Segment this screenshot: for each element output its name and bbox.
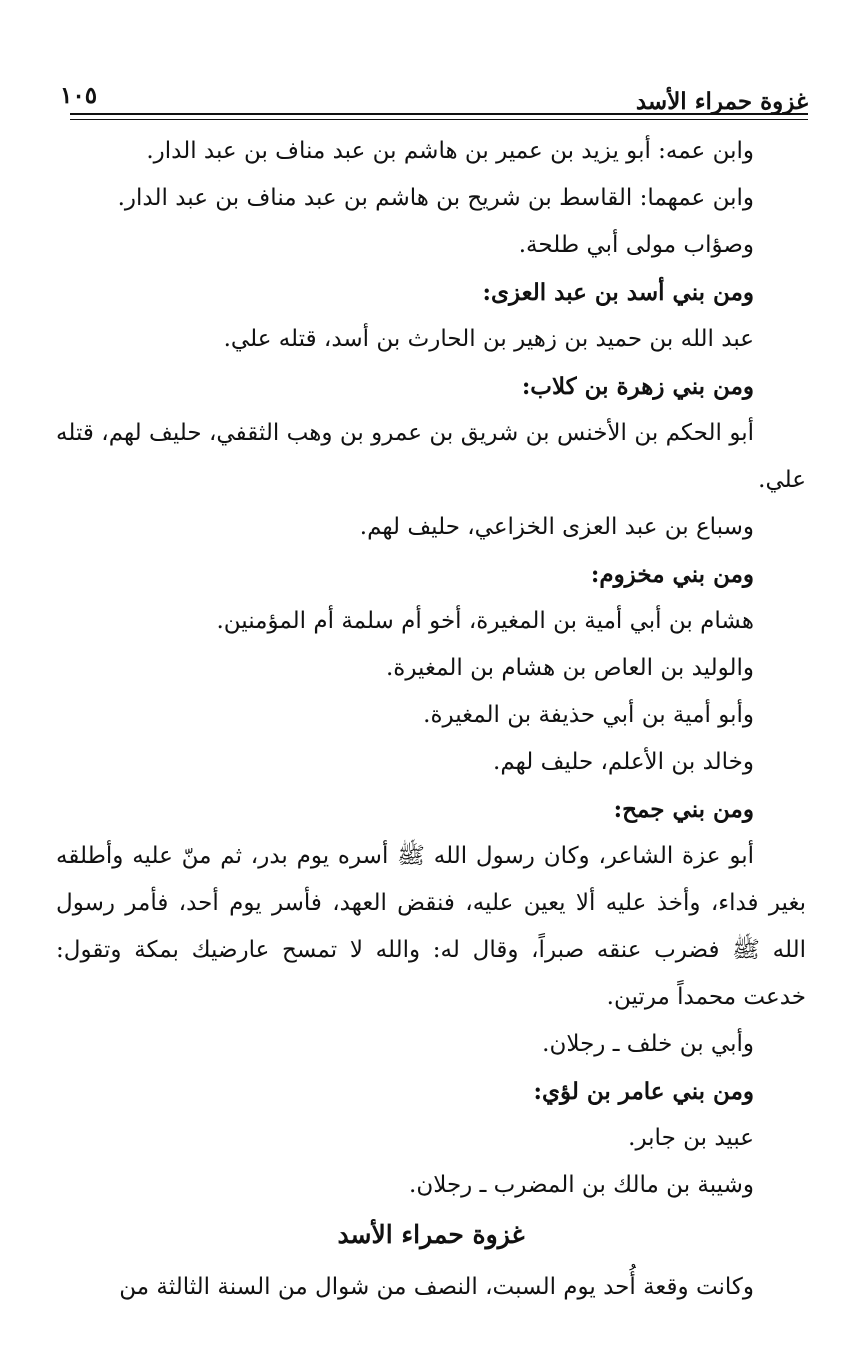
text-line: عبد الله بن حميد بن زهير بن الحارث بن أسد، قتله علي.: [223, 326, 754, 352]
text-line: عبيد بن جابر.: [628, 1125, 754, 1151]
section-title: [56, 1211, 806, 1260]
running-title: غزوة حمراء الأسد: [635, 88, 808, 115]
text-line: وأبو أمية بن أبي حذيفة بن المغيرة.: [423, 702, 754, 728]
text-line: والوليد بن العاص بن هشام بن المغيرة.: [386, 655, 754, 681]
subheading: ومن بني عامر بن لؤي:: [533, 1078, 754, 1105]
section-title-text: غزوة حمراء الأسد: [337, 1220, 525, 1249]
paragraph: أبو عزة الشاعر، وكان رسول الله ﷺ أسره يوم بدر، ثم منّ عليه وأطلقه بغير فداء، وأخذ عليه ألا يعين عليه، فنقض العهد، فأسر يوم أحد، فأمر رسول الله ﷺ فضرب عنقه صبراً، وقال له: والله لا تمسح عارضيك بمكة وتقول: خدعت محمداً مرتين.: [56, 843, 806, 1010]
text-line: وسباع بن عبد العزى الخزاعي، حليف لهم.: [359, 514, 754, 540]
paragraph: وكانت وقعة أُحد يوم السبت، النصف من شوال من السنة الثالثة من: [119, 1274, 754, 1300]
text-line: وأبي بن خلف ـ رجلان.: [542, 1031, 754, 1057]
paragraph: أبو الحكم بن الأخنس بن شريق بن عمرو بن وهب الثقفي، حليف لهم، قتله علي.: [56, 420, 806, 493]
text-line: وصؤاب مولى أبي طلحة.: [518, 232, 754, 258]
body-text: [56, 128, 806, 1311]
header-rule: [70, 113, 808, 115]
running-header: [60, 78, 808, 118]
text-line: وخالد بن الأعلم، حليف لهم.: [493, 749, 754, 775]
text-line: وابن عمه: أبو يزيد بن عمير بن هاشم بن عبد مناف بن عبد الدار.: [146, 138, 754, 164]
subheading: ومن بني جمح:: [613, 796, 754, 823]
subheading: ومن بني زهرة بن كلاب:: [521, 373, 754, 400]
subheading: ومن بني مخزوم:: [590, 561, 754, 588]
text-line: وشيبة بن مالك بن المضرب ـ رجلان.: [409, 1172, 754, 1198]
page-number: ١٠٥: [60, 82, 98, 109]
text-line: هشام بن أبي أمية بن المغيرة، أخو أم سلمة أم المؤمنين.: [216, 608, 754, 634]
subheading: ومن بني أسد بن عبد العزى:: [482, 279, 754, 306]
text-line: وابن عمهما: القاسط بن شريح بن هاشم بن عبد مناف بن عبد الدار.: [117, 185, 754, 211]
header-rule-thin: [70, 119, 808, 120]
